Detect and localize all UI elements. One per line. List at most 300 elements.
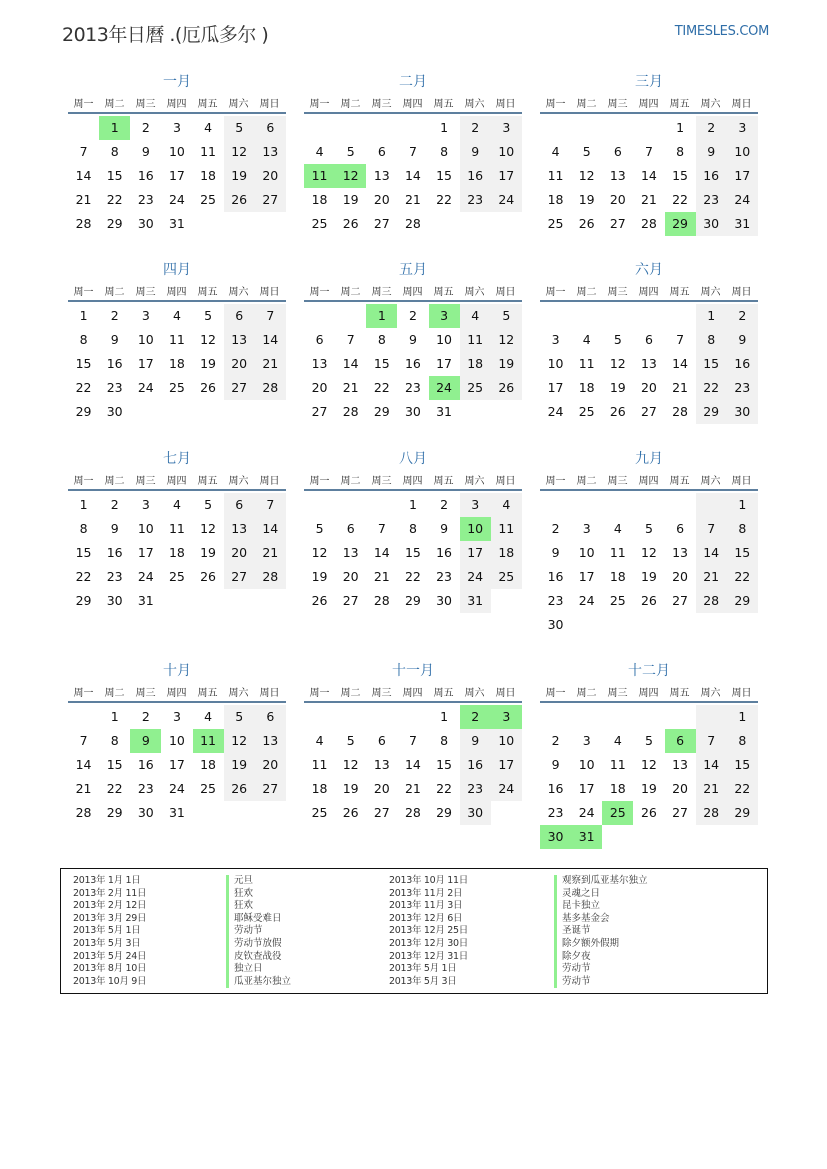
day-cell[interactable]: 12 [200,332,217,347]
day-cell[interactable]: 25 [609,593,626,608]
day-cell[interactable]: 14 [255,328,286,352]
day-cell[interactable]: 27 [609,216,626,231]
day-cell[interactable]: 25 [311,216,328,231]
day-cell[interactable]: 22 [436,781,453,796]
day-cell[interactable]: 16 [404,356,421,371]
day-cell[interactable]: 3 [551,332,560,347]
day-cell[interactable]: 13 [224,328,255,352]
day-cell[interactable]: 15 [75,545,92,560]
holiday-day-cell[interactable]: 1 [366,304,397,328]
day-cell[interactable]: 11 [609,757,626,772]
day-cell[interactable]: 10 [436,332,453,347]
day-cell[interactable]: 13 [672,757,689,772]
day-cell[interactable]: 11 [168,521,185,536]
day-cell[interactable]: 29 [106,216,123,231]
day-cell[interactable]: 6 [315,332,324,347]
day-cell[interactable]: 10 [578,545,595,560]
day-cell[interactable]: 5 [491,304,522,328]
day-cell[interactable]: 11 [460,328,491,352]
day-cell[interactable]: 23 [727,376,758,400]
day-cell[interactable]: 19 [200,545,217,560]
day-cell[interactable]: 27 [311,404,328,419]
day-cell[interactable]: 20 [255,164,286,188]
day-cell[interactable]: 13 [672,545,689,560]
day-cell[interactable]: 30 [106,404,123,419]
day-cell[interactable]: 1 [727,705,758,729]
day-cell[interactable]: 3 [172,709,181,724]
day-cell[interactable]: 24 [727,188,758,212]
day-cell[interactable]: 16 [460,753,491,777]
day-cell[interactable]: 21 [696,777,727,801]
day-cell[interactable]: 5 [224,705,255,729]
day-cell[interactable]: 25 [200,781,217,796]
day-cell[interactable]: 20 [373,781,390,796]
day-cell[interactable]: 19 [640,781,657,796]
day-cell[interactable]: 25 [200,192,217,207]
day-cell[interactable]: 21 [342,380,359,395]
day-cell[interactable]: 20 [672,569,689,584]
day-cell[interactable]: 10 [137,332,154,347]
day-cell[interactable]: 24 [578,805,595,820]
day-cell[interactable]: 8 [408,521,417,536]
day-cell[interactable]: 31 [460,589,491,613]
day-cell[interactable]: 28 [640,216,657,231]
day-cell[interactable]: 4 [172,497,181,512]
day-cell[interactable]: 4 [315,144,324,159]
day-cell[interactable]: 19 [342,192,359,207]
day-cell[interactable]: 14 [404,168,421,183]
day-cell[interactable]: 30 [137,216,154,231]
day-cell[interactable]: 6 [644,332,653,347]
day-cell[interactable]: 4 [613,521,622,536]
day-cell[interactable]: 29 [373,404,390,419]
day-cell[interactable]: 2 [727,304,758,328]
day-cell[interactable]: 17 [547,380,564,395]
day-cell[interactable]: 8 [110,733,119,748]
day-cell[interactable]: 7 [644,144,653,159]
day-cell[interactable]: 21 [75,781,92,796]
day-cell[interactable]: 24 [578,593,595,608]
day-cell[interactable]: 26 [342,805,359,820]
day-cell[interactable]: 28 [255,565,286,589]
site-link[interactable]: TIMESLES.COM [674,24,769,39]
day-cell[interactable]: 26 [200,569,217,584]
day-cell[interactable]: 29 [404,593,421,608]
day-cell[interactable]: 14 [373,545,390,560]
day-cell[interactable]: 31 [727,212,758,236]
day-cell[interactable]: 13 [342,545,359,560]
day-cell[interactable]: 15 [75,356,92,371]
day-cell[interactable]: 18 [200,757,217,772]
day-cell[interactable]: 12 [578,168,595,183]
day-cell[interactable]: 28 [373,593,390,608]
day-cell[interactable]: 16 [696,164,727,188]
day-cell[interactable]: 30 [436,593,453,608]
day-cell[interactable]: 3 [491,116,522,140]
holiday-day-cell[interactable]: 2 [460,705,491,729]
day-cell[interactable]: 21 [255,352,286,376]
day-cell[interactable]: 10 [168,144,185,159]
day-cell[interactable]: 15 [404,545,421,560]
day-cell[interactable]: 24 [168,192,185,207]
day-cell[interactable]: 10 [491,729,522,753]
day-cell[interactable]: 5 [315,521,324,536]
day-cell[interactable]: 7 [676,332,685,347]
day-cell[interactable]: 21 [696,565,727,589]
day-cell[interactable]: 20 [255,753,286,777]
day-cell[interactable]: 17 [137,356,154,371]
day-cell[interactable]: 18 [200,168,217,183]
day-cell[interactable]: 12 [640,757,657,772]
day-cell[interactable]: 23 [137,781,154,796]
day-cell[interactable]: 27 [373,805,390,820]
day-cell[interactable]: 1 [727,493,758,517]
day-cell[interactable]: 26 [491,376,522,400]
day-cell[interactable]: 25 [168,569,185,584]
day-cell[interactable]: 16 [727,352,758,376]
day-cell[interactable]: 17 [460,541,491,565]
day-cell[interactable]: 18 [311,192,328,207]
day-cell[interactable]: 11 [578,356,595,371]
day-cell[interactable]: 16 [137,168,154,183]
day-cell[interactable]: 5 [644,521,653,536]
day-cell[interactable]: 15 [373,356,390,371]
day-cell[interactable]: 18 [460,352,491,376]
day-cell[interactable]: 25 [311,805,328,820]
day-cell[interactable]: 9 [408,332,417,347]
day-cell[interactable]: 4 [582,332,591,347]
day-cell[interactable]: 31 [168,216,185,231]
day-cell[interactable]: 29 [75,404,92,419]
day-cell[interactable]: 1 [110,709,119,724]
day-cell[interactable]: 22 [404,569,421,584]
day-cell[interactable]: 30 [727,400,758,424]
day-cell[interactable]: 3 [582,521,591,536]
day-cell[interactable]: 9 [110,521,119,536]
day-cell[interactable]: 12 [609,356,626,371]
day-cell[interactable]: 27 [640,404,657,419]
day-cell[interactable]: 8 [440,733,449,748]
day-cell[interactable]: 28 [696,801,727,825]
day-cell[interactable]: 15 [696,352,727,376]
day-cell[interactable]: 18 [547,192,564,207]
day-cell[interactable]: 22 [727,777,758,801]
day-cell[interactable]: 1 [696,304,727,328]
day-cell[interactable]: 25 [578,404,595,419]
day-cell[interactable]: 2 [551,521,560,536]
day-cell[interactable]: 28 [672,404,689,419]
holiday-day-cell[interactable]: 1 [99,116,130,140]
day-cell[interactable]: 23 [404,380,421,395]
day-cell[interactable]: 21 [373,569,390,584]
day-cell[interactable]: 14 [404,757,421,772]
day-cell[interactable]: 20 [224,541,255,565]
day-cell[interactable]: 14 [640,168,657,183]
day-cell[interactable]: 9 [696,140,727,164]
day-cell[interactable]: 23 [460,188,491,212]
day-cell[interactable]: 2 [408,308,417,323]
day-cell[interactable]: 29 [75,593,92,608]
day-cell[interactable]: 5 [644,733,653,748]
day-cell[interactable]: 19 [224,753,255,777]
day-cell[interactable]: 26 [311,593,328,608]
day-cell[interactable]: 24 [460,565,491,589]
day-cell[interactable]: 14 [672,356,689,371]
day-cell[interactable]: 17 [137,545,154,560]
holiday-day-cell[interactable]: 24 [429,376,460,400]
day-cell[interactable]: 1 [440,120,449,135]
day-cell[interactable]: 14 [75,168,92,183]
day-cell[interactable]: 2 [141,709,150,724]
day-cell[interactable]: 26 [224,777,255,801]
day-cell[interactable]: 7 [408,144,417,159]
day-cell[interactable]: 6 [255,116,286,140]
day-cell[interactable]: 3 [727,116,758,140]
day-cell[interactable]: 28 [342,404,359,419]
day-cell[interactable]: 24 [491,777,522,801]
day-cell[interactable]: 13 [373,168,390,183]
day-cell[interactable]: 29 [727,589,758,613]
day-cell[interactable]: 8 [727,729,758,753]
day-cell[interactable]: 14 [342,356,359,371]
day-cell[interactable]: 8 [377,332,386,347]
day-cell[interactable]: 5 [613,332,622,347]
day-cell[interactable]: 23 [436,569,453,584]
day-cell[interactable]: 15 [436,168,453,183]
day-cell[interactable]: 17 [578,781,595,796]
day-cell[interactable]: 14 [696,753,727,777]
day-cell[interactable]: 16 [106,545,123,560]
day-cell[interactable]: 16 [436,545,453,560]
day-cell[interactable]: 9 [460,729,491,753]
day-cell[interactable]: 22 [727,565,758,589]
day-cell[interactable]: 23 [106,569,123,584]
day-cell[interactable]: 11 [168,332,185,347]
holiday-day-cell[interactable]: 9 [130,729,161,753]
day-cell[interactable]: 16 [547,781,564,796]
day-cell[interactable]: 3 [141,308,150,323]
day-cell[interactable]: 6 [377,733,386,748]
day-cell[interactable]: 18 [311,781,328,796]
day-cell[interactable]: 19 [342,781,359,796]
day-cell[interactable]: 9 [551,757,560,772]
day-cell[interactable]: 8 [440,144,449,159]
day-cell[interactable]: 27 [672,805,689,820]
day-cell[interactable]: 25 [491,565,522,589]
day-cell[interactable]: 8 [727,517,758,541]
day-cell[interactable]: 29 [106,805,123,820]
day-cell[interactable]: 23 [137,192,154,207]
day-cell[interactable]: 6 [346,521,355,536]
day-cell[interactable]: 15 [727,753,758,777]
day-cell[interactable]: 14 [255,517,286,541]
day-cell[interactable]: 30 [404,404,421,419]
day-cell[interactable]: 28 [404,805,421,820]
day-cell[interactable]: 5 [204,497,213,512]
day-cell[interactable]: 4 [551,144,560,159]
day-cell[interactable]: 12 [640,545,657,560]
holiday-day-cell[interactable]: 31 [571,825,602,849]
day-cell[interactable]: 13 [224,517,255,541]
day-cell[interactable]: 9 [460,140,491,164]
day-cell[interactable]: 6 [255,705,286,729]
day-cell[interactable]: 25 [460,376,491,400]
day-cell[interactable]: 9 [551,545,560,560]
day-cell[interactable]: 11 [311,757,328,772]
day-cell[interactable]: 18 [491,541,522,565]
day-cell[interactable]: 20 [640,380,657,395]
day-cell[interactable]: 4 [172,308,181,323]
day-cell[interactable]: 17 [727,164,758,188]
day-cell[interactable]: 24 [168,781,185,796]
day-cell[interactable]: 20 [672,781,689,796]
day-cell[interactable]: 10 [578,757,595,772]
day-cell[interactable]: 29 [696,400,727,424]
day-cell[interactable]: 22 [75,569,92,584]
day-cell[interactable]: 31 [436,404,453,419]
day-cell[interactable]: 2 [551,733,560,748]
day-cell[interactable]: 22 [106,781,123,796]
holiday-day-cell[interactable]: 10 [460,517,491,541]
day-cell[interactable]: 7 [255,304,286,328]
day-cell[interactable]: 26 [200,380,217,395]
day-cell[interactable]: 31 [168,805,185,820]
day-cell[interactable]: 7 [408,733,417,748]
holiday-day-cell[interactable]: 30 [540,825,571,849]
day-cell[interactable]: 16 [106,356,123,371]
day-cell[interactable]: 20 [373,192,390,207]
day-cell[interactable]: 15 [672,168,689,183]
day-cell[interactable]: 13 [373,757,390,772]
day-cell[interactable]: 27 [255,188,286,212]
day-cell[interactable]: 21 [640,192,657,207]
day-cell[interactable]: 19 [224,164,255,188]
day-cell[interactable]: 19 [200,356,217,371]
day-cell[interactable]: 23 [460,777,491,801]
day-cell[interactable]: 12 [224,140,255,164]
holiday-day-cell[interactable]: 25 [602,801,633,825]
day-cell[interactable]: 14 [75,757,92,772]
day-cell[interactable]: 12 [224,729,255,753]
day-cell[interactable]: 19 [640,569,657,584]
day-cell[interactable]: 23 [106,380,123,395]
day-cell[interactable]: 22 [106,192,123,207]
day-cell[interactable]: 18 [168,356,185,371]
day-cell[interactable]: 16 [460,164,491,188]
day-cell[interactable]: 6 [224,304,255,328]
day-cell[interactable]: 18 [609,569,626,584]
day-cell[interactable]: 30 [137,805,154,820]
day-cell[interactable]: 30 [547,617,564,632]
day-cell[interactable]: 10 [137,521,154,536]
day-cell[interactable]: 8 [696,328,727,352]
day-cell[interactable]: 22 [373,380,390,395]
day-cell[interactable]: 30 [460,801,491,825]
day-cell[interactable]: 15 [106,757,123,772]
day-cell[interactable]: 10 [727,140,758,164]
day-cell[interactable]: 19 [311,569,328,584]
holiday-day-cell[interactable]: 11 [304,164,335,188]
day-cell[interactable]: 21 [404,781,421,796]
day-cell[interactable]: 15 [727,541,758,565]
day-cell[interactable]: 7 [346,332,355,347]
day-cell[interactable]: 10 [547,356,564,371]
day-cell[interactable]: 11 [491,517,522,541]
day-cell[interactable]: 7 [255,493,286,517]
day-cell[interactable]: 6 [377,144,386,159]
day-cell[interactable]: 10 [491,140,522,164]
day-cell[interactable]: 30 [696,212,727,236]
day-cell[interactable]: 27 [342,593,359,608]
day-cell[interactable]: 21 [255,541,286,565]
holiday-day-cell[interactable]: 29 [665,212,696,236]
day-cell[interactable]: 27 [373,216,390,231]
holiday-day-cell[interactable]: 11 [193,729,224,753]
day-cell[interactable]: 24 [491,188,522,212]
day-cell[interactable]: 20 [342,569,359,584]
day-cell[interactable]: 19 [491,352,522,376]
day-cell[interactable]: 26 [578,216,595,231]
day-cell[interactable]: 11 [547,168,564,183]
day-cell[interactable]: 31 [137,593,154,608]
day-cell[interactable]: 18 [609,781,626,796]
day-cell[interactable]: 3 [141,497,150,512]
day-cell[interactable]: 17 [491,164,522,188]
day-cell[interactable]: 11 [200,144,217,159]
day-cell[interactable]: 27 [224,376,255,400]
day-cell[interactable]: 29 [436,805,453,820]
day-cell[interactable]: 17 [578,569,595,584]
day-cell[interactable]: 1 [440,709,449,724]
day-cell[interactable]: 26 [224,188,255,212]
day-cell[interactable]: 20 [609,192,626,207]
day-cell[interactable]: 26 [640,593,657,608]
day-cell[interactable]: 4 [315,733,324,748]
day-cell[interactable]: 12 [311,545,328,560]
day-cell[interactable]: 1 [79,308,88,323]
holiday-day-cell[interactable]: 6 [665,729,696,753]
day-cell[interactable]: 28 [75,805,92,820]
day-cell[interactable]: 12 [200,521,217,536]
day-cell[interactable]: 4 [204,120,213,135]
day-cell[interactable]: 8 [676,144,685,159]
holiday-day-cell[interactable]: 3 [429,304,460,328]
day-cell[interactable]: 6 [676,521,685,536]
day-cell[interactable]: 20 [224,352,255,376]
day-cell[interactable]: 22 [672,192,689,207]
day-cell[interactable]: 9 [110,332,119,347]
day-cell[interactable]: 9 [727,328,758,352]
day-cell[interactable]: 7 [377,521,386,536]
day-cell[interactable]: 2 [141,120,150,135]
day-cell[interactable]: 18 [168,545,185,560]
day-cell[interactable]: 4 [491,493,522,517]
day-cell[interactable]: 21 [75,192,92,207]
day-cell[interactable]: 22 [75,380,92,395]
day-cell[interactable]: 19 [609,380,626,395]
day-cell[interactable]: 23 [696,188,727,212]
day-cell[interactable]: 4 [204,709,213,724]
day-cell[interactable]: 7 [696,729,727,753]
day-cell[interactable]: 2 [110,497,119,512]
day-cell[interactable]: 8 [79,332,88,347]
day-cell[interactable]: 27 [224,565,255,589]
day-cell[interactable]: 12 [342,757,359,772]
day-cell[interactable]: 13 [640,356,657,371]
day-cell[interactable]: 17 [168,757,185,772]
day-cell[interactable]: 2 [460,116,491,140]
day-cell[interactable]: 26 [640,805,657,820]
